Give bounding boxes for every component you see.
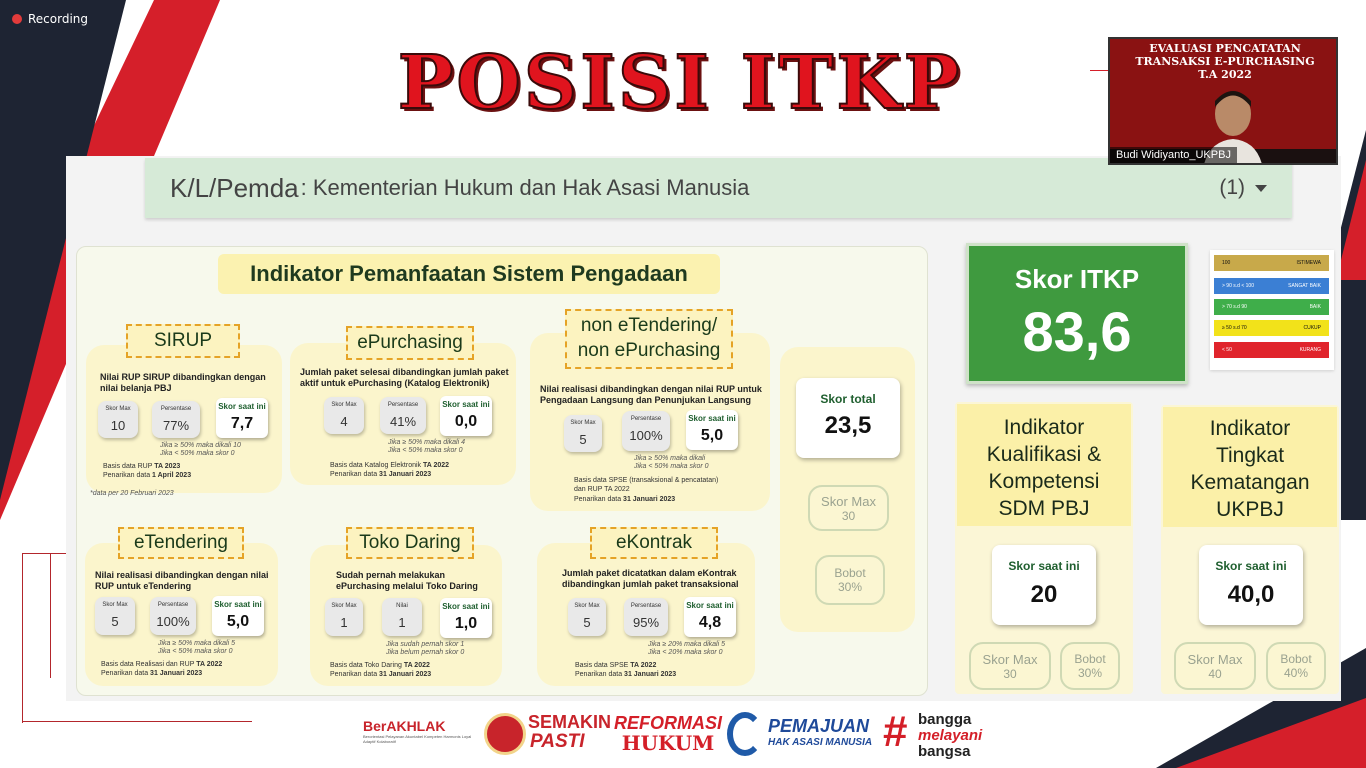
kematangan-cur-value: 40,0 bbox=[1227, 581, 1275, 608]
legend-range: > 70 s.d 90 bbox=[1222, 304, 1247, 310]
epurchasing-note-1: Jika ≥ 50% maka dikali 4 bbox=[388, 439, 465, 446]
epurchasing-notes bbox=[388, 439, 465, 456]
pemajuan-ham-logo bbox=[768, 717, 872, 748]
kualifikasi-title bbox=[957, 404, 1131, 526]
total-weight-label: Bobot bbox=[834, 566, 866, 580]
epurchasing-max-label: Skor Max bbox=[331, 402, 357, 408]
total-max-value: 30 bbox=[841, 509, 856, 523]
video-banner-line1: EVALUASI PENCATATAN bbox=[1149, 42, 1301, 55]
ekontrak-max bbox=[568, 598, 606, 636]
epurchasing-basis-2b: 31 Januari 2023 bbox=[379, 471, 432, 479]
sirup-title: SIRUP bbox=[126, 324, 240, 358]
epurchasing-basis bbox=[330, 461, 449, 480]
legend-range: ≥ 50 s.d 70 bbox=[1222, 325, 1247, 331]
semakin-pasti-logo bbox=[528, 713, 611, 752]
melayani-text: melayani bbox=[918, 726, 983, 744]
non-etendering-basis-3a: Penarikan data bbox=[574, 495, 624, 503]
ham-text: HAK ASASI MANUSIA bbox=[768, 736, 873, 748]
etendering-note-1: Jika ≥ 50% maka dikali 5 bbox=[158, 640, 235, 647]
total-max-box bbox=[808, 485, 889, 531]
toko-daring-max-value: 1 bbox=[340, 615, 348, 630]
kl-pemda-selector[interactable] bbox=[145, 158, 1292, 218]
kematangan-title-line: Kematangan bbox=[1190, 471, 1310, 494]
ekontrak-title: eKontrak bbox=[590, 527, 718, 559]
kualifikasi-title-line: Kompetensi bbox=[988, 470, 1100, 493]
toko-daring-pct-value: 1 bbox=[398, 615, 406, 630]
kematangan-max-box bbox=[1174, 642, 1256, 690]
toko-daring-notes bbox=[386, 641, 464, 658]
kematangan-title-line: Tingkat bbox=[1215, 444, 1285, 467]
kl-value: : Kementerian Hukum dan Hak Asasi Manusia bbox=[300, 175, 750, 200]
toko-daring-basis-1a: Basis data Toko Daring bbox=[330, 662, 404, 669]
bangga-text: bangga bbox=[918, 711, 972, 728]
bangga-melayani-bangsa-logo bbox=[918, 712, 982, 759]
decorative-line bbox=[22, 721, 252, 722]
sirup-note-1: Jika ≥ 50% maka dikali 10 bbox=[160, 442, 241, 449]
kualifikasi-title-line: SDM PBJ bbox=[998, 497, 1090, 520]
legend-row-baik bbox=[1214, 299, 1329, 315]
ekontrak-basis-1a: Basis data SPSE bbox=[575, 662, 631, 669]
toko-daring-pct-label: Nilai bbox=[396, 603, 408, 609]
video-banner-text bbox=[1120, 42, 1330, 82]
etendering-basis-2a: Penarikan data bbox=[101, 670, 151, 678]
sirup-cur-label: Skor saat ini bbox=[218, 402, 266, 411]
non-etendering-max bbox=[564, 415, 602, 452]
kualifikasi-cur-label: Skor saat ini bbox=[1008, 559, 1080, 573]
kualifikasi-cur-value: 20 bbox=[1030, 581, 1058, 608]
etendering-desc: Nilai realisasi dibandingkan dengan nilai RUP untuk eTendering bbox=[95, 570, 269, 592]
kematangan-cur-label: Skor saat ini bbox=[1215, 559, 1287, 573]
non-etendering-desc: Nilai realisasi dibandingkan dengan nilai RUP untuk Pengadaan Langsung dan Penunjukan Langsung bbox=[540, 384, 762, 406]
kl-number-text: (1) bbox=[1219, 176, 1245, 199]
etendering-basis-1a: Basis data Realisasi dan RUP bbox=[101, 661, 197, 668]
kematangan-weight-box bbox=[1266, 642, 1326, 690]
kualifikasi-max-label: Skor Max bbox=[982, 652, 1038, 667]
kematangan-current-box bbox=[1199, 545, 1303, 625]
bangsa-text: bangsa bbox=[918, 742, 971, 760]
ekontrak-pct-label: Persentase bbox=[630, 603, 662, 609]
non-etendering-max-value: 5 bbox=[579, 432, 587, 447]
non-etendering-cur-label: Skor saat ini bbox=[688, 414, 736, 423]
total-max-label: Skor Max bbox=[821, 494, 876, 509]
epurchasing-note-2: Jika < 50% maka skor 0 bbox=[388, 447, 463, 455]
non-etendering-pct-value: 100% bbox=[629, 428, 663, 443]
toko-daring-title: Toko Daring bbox=[346, 527, 474, 559]
etendering-cur-value: 5,0 bbox=[226, 613, 250, 630]
ekontrak-note-2: Jika < 20% maka skor 0 bbox=[648, 649, 723, 657]
non-etendering-basis bbox=[574, 476, 718, 504]
ekontrak-note-1: Jika ≥ 20% maka dikali 5 bbox=[648, 641, 725, 648]
toko-daring-basis bbox=[330, 661, 431, 680]
skor-itkp-value: 83,6 bbox=[1022, 300, 1132, 363]
epurchasing-cur-value: 0,0 bbox=[454, 413, 478, 430]
toko-daring-max-label: Skor Max bbox=[331, 603, 357, 609]
toko-daring-basis-2a: Penarikan data bbox=[330, 671, 380, 679]
slide-title: POSISI ITKP bbox=[397, 40, 963, 126]
epurchasing-cur-label: Skor saat ini bbox=[442, 400, 490, 409]
total-weight-value: 30% bbox=[837, 580, 863, 594]
hashtag-icon: # bbox=[883, 707, 908, 756]
kualifikasi-title-line: Indikator bbox=[1003, 416, 1085, 439]
semakin-text: SEMAKIN bbox=[528, 712, 612, 732]
non-etendering-basis-2: dan RUP TA 2022 bbox=[574, 486, 630, 494]
legend-label: SANGAT BAIK bbox=[1288, 283, 1321, 289]
etendering-note-2: Jika < 50% maka skor 0 bbox=[158, 648, 233, 656]
etendering-basis bbox=[101, 660, 222, 679]
total-score-box bbox=[796, 378, 900, 458]
legend-label: CUKUP bbox=[1303, 325, 1321, 331]
etendering-current-score bbox=[212, 596, 264, 636]
legend-row-sangat-baik bbox=[1214, 278, 1329, 294]
kematangan-max-value: 40 bbox=[1208, 667, 1222, 681]
sirup-percentage bbox=[152, 401, 200, 438]
ekontrak-basis-1b: TA 2022 bbox=[630, 662, 657, 669]
non-etendering-basis-3b: 31 Januari 2023 bbox=[623, 495, 676, 503]
pasti-text: PASTI bbox=[530, 730, 585, 752]
toko-daring-value bbox=[382, 598, 422, 636]
participant-name: Budi Widiyanto_UKPBJ bbox=[1110, 147, 1237, 163]
sirup-max bbox=[98, 401, 138, 438]
ekontrak-current-score bbox=[684, 597, 736, 637]
recording-indicator bbox=[12, 12, 88, 26]
kl-number[interactable] bbox=[1219, 176, 1267, 200]
etendering-basis-1b: TA 2022 bbox=[196, 661, 223, 668]
pemajuan-text: PEMAJUAN bbox=[768, 716, 870, 736]
kematangan-title-line: UKPBJ bbox=[1216, 498, 1284, 521]
toko-daring-current-score bbox=[440, 598, 492, 638]
record-icon bbox=[12, 14, 22, 24]
decorative-line bbox=[22, 553, 23, 723]
skor-itkp-label: Skor ITKP bbox=[1014, 264, 1140, 294]
kematangan-title-line: Indikator bbox=[1209, 417, 1291, 440]
epurchasing-basis-2a: Penarikan data bbox=[330, 471, 380, 479]
decorative-line bbox=[50, 553, 51, 678]
sirup-note-2: Jika < 50% maka skor 0 bbox=[160, 450, 235, 458]
etendering-max bbox=[95, 597, 135, 635]
sirup-max-label: Skor Max bbox=[105, 406, 131, 412]
non-etendering-title-line2: non ePurchasing bbox=[577, 340, 721, 361]
epurchasing-basis-1a: Basis data Katalog Elektronik bbox=[330, 462, 423, 469]
ekontrak-pct-value: 95% bbox=[632, 615, 660, 630]
toko-daring-note-1: Jika sudah pernah skor 1 bbox=[386, 641, 465, 648]
ekontrak-percentage bbox=[624, 598, 668, 636]
etendering-max-label: Skor Max bbox=[102, 602, 128, 608]
epurchasing-percentage bbox=[380, 397, 426, 434]
sirup-notes bbox=[160, 442, 241, 459]
legend-row-cukup bbox=[1214, 320, 1329, 336]
skor-itkp-box bbox=[966, 243, 1188, 384]
ekontrak-notes bbox=[648, 641, 725, 658]
kematangan-weight-label: Bobot bbox=[1280, 652, 1312, 666]
epurchasing-title: ePurchasing bbox=[346, 326, 474, 360]
etendering-pct-value: 100% bbox=[156, 614, 190, 629]
legend-row-istimewa bbox=[1214, 255, 1329, 271]
berakhlak-text: BerAKHLAK bbox=[363, 718, 446, 734]
toko-daring-basis-1b: TA 2022 bbox=[403, 662, 430, 669]
video-banner-line3: T.A 2022 bbox=[1198, 68, 1252, 82]
legend-label: KURANG bbox=[1299, 347, 1321, 353]
epurchasing-basis-1b: TA 2022 bbox=[423, 462, 450, 469]
non-etendering-note-2: Jika < 50% maka skor 0 bbox=[634, 463, 709, 471]
non-etendering-current-score bbox=[686, 410, 738, 450]
epurchasing-pct-value: 41% bbox=[389, 414, 417, 429]
berakhlak-logo bbox=[363, 718, 475, 744]
recording-label: Recording bbox=[28, 12, 89, 26]
epurchasing-max bbox=[324, 397, 364, 434]
epurchasing-pct-label: Persentase bbox=[387, 402, 419, 408]
etendering-basis-2b: 31 Januari 2023 bbox=[150, 670, 203, 678]
ekontrak-desc: Jumlah paket dicatatkan dalam eKontrak dibandingkan jumlah paket transaksional bbox=[562, 568, 739, 590]
kualifikasi-weight-value: 30% bbox=[1077, 666, 1103, 680]
non-etendering-cur-value: 5,0 bbox=[700, 427, 724, 444]
participant-video-tile[interactable] bbox=[1108, 37, 1338, 165]
toko-daring-cur-value: 1,0 bbox=[454, 615, 478, 632]
sirup-cur-value: 7,7 bbox=[230, 415, 254, 432]
sirup-basis-1a: Basis data RUP bbox=[103, 463, 155, 470]
ekontrak-basis-2a: Penarikan data bbox=[575, 671, 625, 679]
epurchasing-current-score bbox=[440, 396, 492, 436]
reformasi-hukum-logo bbox=[614, 714, 722, 754]
etendering-cur-label: Skor saat ini bbox=[214, 600, 262, 609]
legend-range: 100 bbox=[1222, 260, 1231, 266]
ekontrak-max-value: 5 bbox=[583, 615, 591, 630]
etendering-title: eTendering bbox=[118, 527, 244, 559]
non-etendering-note-1: Jika ≥ 50% maka dikali bbox=[634, 455, 706, 462]
non-etendering-title bbox=[565, 309, 733, 369]
legend-label: ISTIMEWA bbox=[1296, 260, 1321, 266]
kl-label: K/L/Pemda bbox=[170, 172, 299, 203]
total-weight-box bbox=[815, 555, 885, 605]
kematangan-title bbox=[1163, 407, 1337, 527]
decorative-line bbox=[22, 553, 67, 554]
non-etendering-title-line1: non eTendering/ bbox=[580, 315, 718, 337]
decorative-line bbox=[1090, 70, 1110, 71]
legend-range: > 90 s.d < 100 bbox=[1222, 283, 1254, 289]
toko-daring-desc: Sudah pernah melakukan ePurchasing melalui Toko Daring bbox=[336, 570, 478, 592]
kualifikasi-max-box bbox=[969, 642, 1051, 690]
semakin-pasti-emblem-icon bbox=[484, 713, 526, 755]
sirup-max-value: 10 bbox=[110, 418, 126, 433]
sirup-basis-2a: Penarikan data bbox=[103, 472, 153, 480]
etendering-percentage bbox=[150, 597, 196, 635]
toko-daring-note-2: Jika belum pernah skor 0 bbox=[386, 649, 465, 657]
total-score-label: Skor total bbox=[820, 392, 876, 406]
ekontrak-cur-value: 4,8 bbox=[698, 614, 722, 631]
pemajuan-ham-emblem-icon bbox=[727, 712, 763, 756]
reformasi-text: REFORMASI bbox=[614, 713, 722, 733]
video-banner-line2: TRANSAKSI E-PURCHASING bbox=[1135, 55, 1315, 69]
sirup-pct-label: Persentase bbox=[160, 406, 192, 412]
ekontrak-cur-label: Skor saat ini bbox=[686, 601, 734, 610]
toko-daring-max bbox=[325, 598, 363, 636]
sirup-desc: Nilai RUP SIRUP dibandingkan dengan nilai belanja PBJ bbox=[100, 372, 266, 394]
etendering-pct-label: Persentase bbox=[157, 602, 189, 608]
sirup-pct-value: 77% bbox=[162, 418, 190, 433]
kematangan-max-label: Skor Max bbox=[1187, 652, 1243, 667]
non-etendering-basis-1: Basis data SPSE (transaksional & pencatatan) bbox=[574, 477, 719, 484]
sirup-basis bbox=[103, 462, 191, 481]
epurchasing-max-value: 4 bbox=[340, 414, 348, 429]
kualifikasi-weight-box bbox=[1060, 642, 1120, 690]
non-etendering-max-label: Skor Max bbox=[570, 420, 596, 426]
indicator-section-title: Indikator Pemanfaatan Sistem Pengadaan bbox=[218, 254, 720, 294]
legend-range: < 50 bbox=[1222, 347, 1232, 353]
toko-daring-cur-label: Skor saat ini bbox=[442, 602, 490, 611]
sirup-basis-2b: 1 April 2023 bbox=[152, 472, 192, 480]
epurchasing-desc: Jumlah paket selesai dibandingkan jumlah paket aktif untuk ePurchasing (Katalog Elektronik) bbox=[300, 367, 509, 389]
ekontrak-max-label: Skor Max bbox=[574, 603, 600, 609]
ekontrak-basis-2b: 31 Januari 2023 bbox=[624, 671, 677, 679]
kualifikasi-current-box bbox=[992, 545, 1096, 625]
kualifikasi-max-value: 30 bbox=[1003, 667, 1017, 681]
legend-label: BAIK bbox=[1309, 304, 1321, 310]
kematangan-weight-value: 40% bbox=[1283, 666, 1309, 680]
chevron-down-icon[interactable] bbox=[1255, 185, 1267, 192]
non-etendering-percentage bbox=[622, 411, 670, 451]
kualifikasi-weight-label: Bobot bbox=[1074, 652, 1106, 666]
sirup-basis-1b: TA 2023 bbox=[154, 463, 181, 470]
ekontrak-basis bbox=[575, 661, 676, 680]
legend-row-kurang bbox=[1214, 342, 1329, 358]
non-etendering-notes bbox=[634, 455, 709, 472]
data-footnote: *data per 20 Februari 2023 bbox=[90, 490, 174, 497]
total-score-value: 23,5 bbox=[824, 412, 872, 439]
berakhlak-subtext: Berorientasi Pelayanan Akuntabel Kompeten Harmonis Loyal Adaptif Kolaboratif bbox=[363, 734, 472, 745]
toko-daring-basis-2b: 31 Januari 2023 bbox=[379, 671, 432, 679]
etendering-max-value: 5 bbox=[111, 614, 119, 629]
non-etendering-pct-label: Persentase bbox=[630, 416, 662, 422]
etendering-notes bbox=[158, 640, 235, 657]
sirup-current-score bbox=[216, 398, 268, 438]
kualifikasi-title-line: Kualifikasi & bbox=[986, 443, 1102, 466]
hukum-text: HUKUM bbox=[621, 730, 715, 755]
